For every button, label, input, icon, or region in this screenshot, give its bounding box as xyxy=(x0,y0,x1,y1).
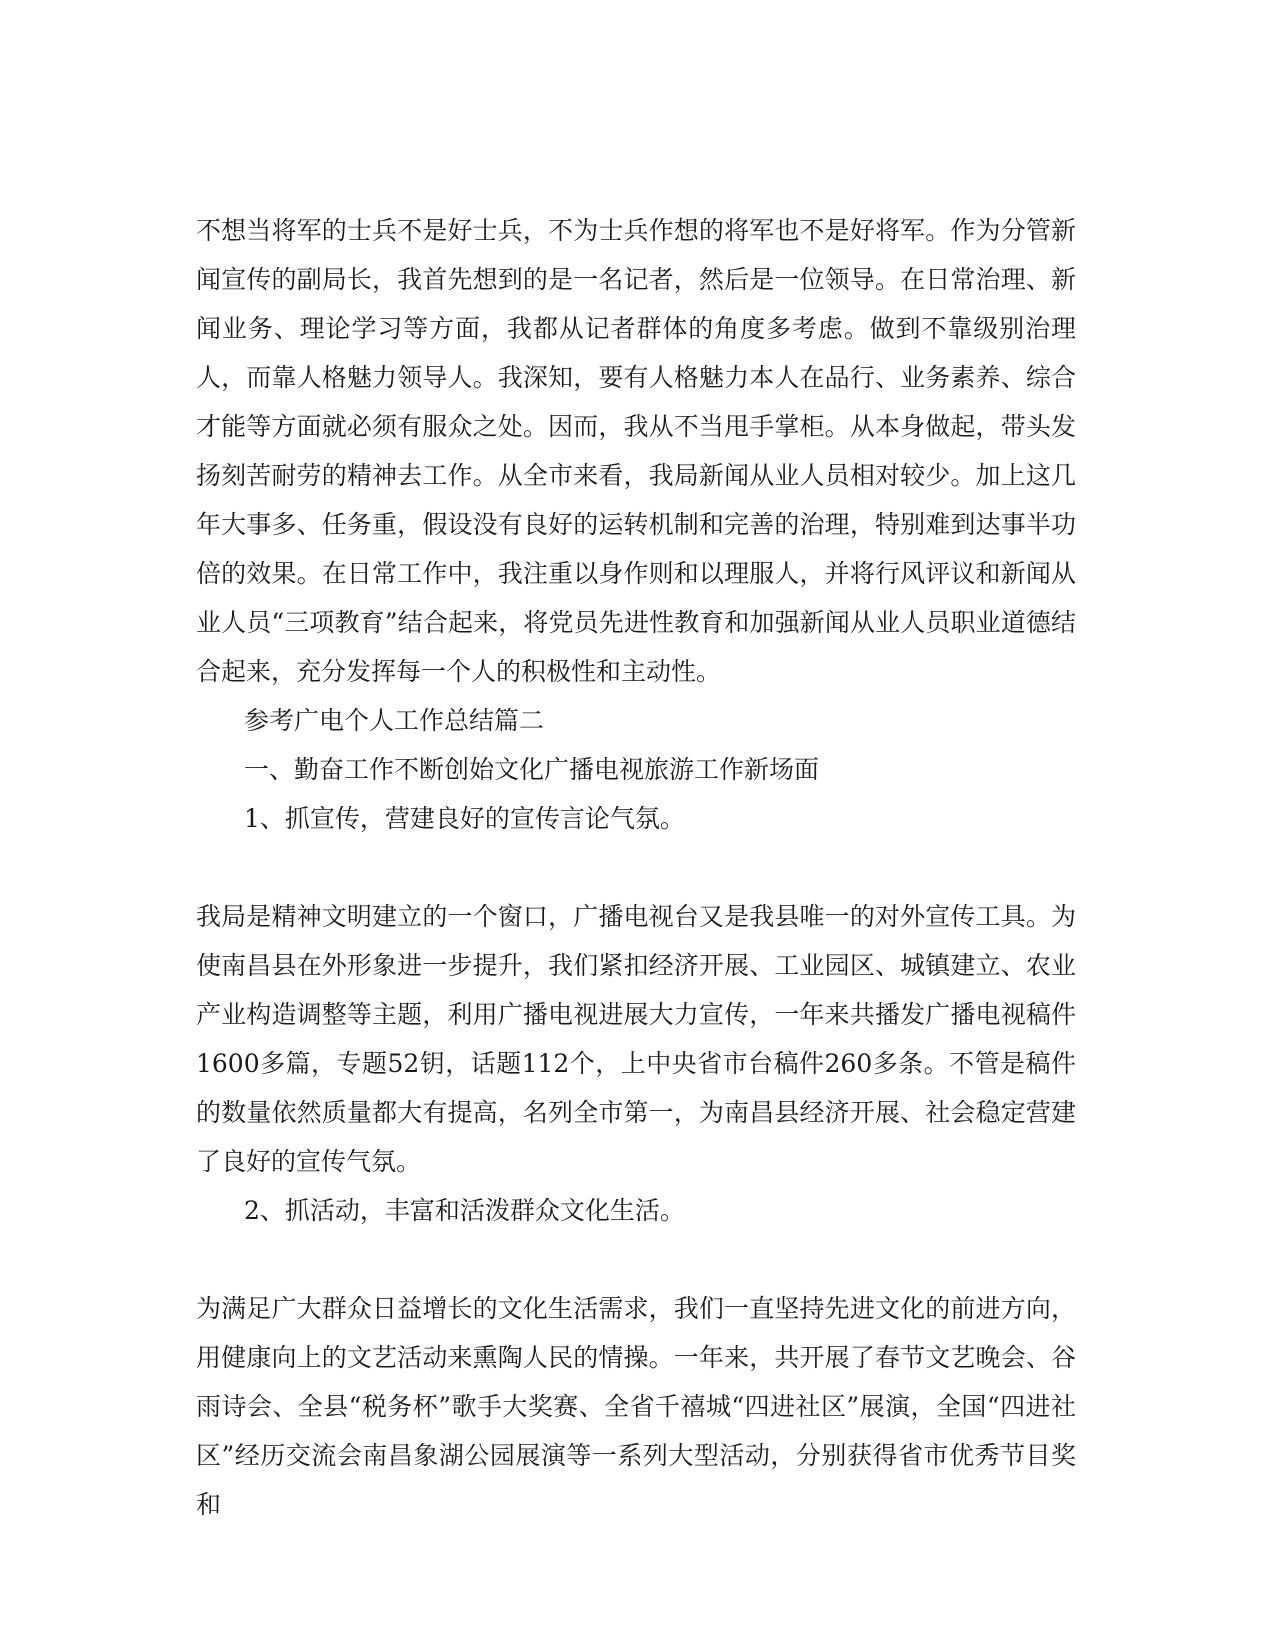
paragraph-gap xyxy=(196,1235,1076,1284)
section-title: 参考广电个人工作总结篇二 xyxy=(244,706,545,735)
subheading-publicity: 1、抓宣传，营建良好的宣传言论气氛。 xyxy=(244,804,685,833)
section-heading-one: 一、勤奋工作不断创始文化广播电视旅游工作新场面 xyxy=(244,755,820,784)
paragraph-publicity: 我局是精神文明建立的一个窗口，广播电视台又是我县唯一的对外宣传工具。为使南昌县在外形象进一步提升，我们紧扣经济开展、工业园区、城镇建立、农业产业构造调整等主题，利用广播电视进展大力宣传，一年来共播发广播电视稿件1600多篇，专题52钥，话题112个，上中央省市台稿件260多条。不管是稿件的数量依然质量都大有提高，名列全市第一，为南昌县经济开展、社会稳定营建了良好的宣传气氛。 xyxy=(196,902,1076,1176)
document-body xyxy=(196,206,1076,1529)
paragraph-activities: 为满足广大群众日益增长的文化生活需求，我们一直坚持先进文化的前进方向，用健康向上的文艺活动来熏陶人民的情操。一年来，共开展了春节文艺晚会、谷雨诗会、全县“税务杯”歌手大奖赛、全省千禧城“四进社区”展演，全国“四进社区”经历交流会南昌象湖公园展演等一系列大型活动，分别获得省市优秀节目奖和 xyxy=(196,1294,1076,1519)
paragraph-gap xyxy=(196,843,1076,892)
paragraph-leadership: 不想当将军的士兵不是好士兵，不为士兵作想的将军也不是好将军。作为分管新闻宣传的副局长，我首先想到的是一名记者，然后是一位领导。在日常治理、新闻业务、理论学习等方面，我都从记者群体的角度多考虑。做到不靠级别治理人，而靠人格魅力领导人。我深知，要有人格魅力本人在品行、业务素养、综合才能等方面就必须有服众之处。因而，我从不当甩手掌柜。从本身做起，带头发扬刻苦耐劳的精神去工作。从全市来看，我局新闻从业人员相对较少。加上这几年大事多、任务重，假设没有良好的运转机制和完善的治理，特别难到达事半功倍的效果。在日常工作中，我注重以身作则和以理服人，并将行风评议和新闻从业人员“三项教育”结合起来，将党员先进性教育和加强新闻从业人员职业道德结合起来，充分发挥每一个人的积极性和主动性。 xyxy=(196,216,1076,686)
subheading-activities: 2、抓活动，丰富和活泼群众文化生活。 xyxy=(244,1196,685,1225)
